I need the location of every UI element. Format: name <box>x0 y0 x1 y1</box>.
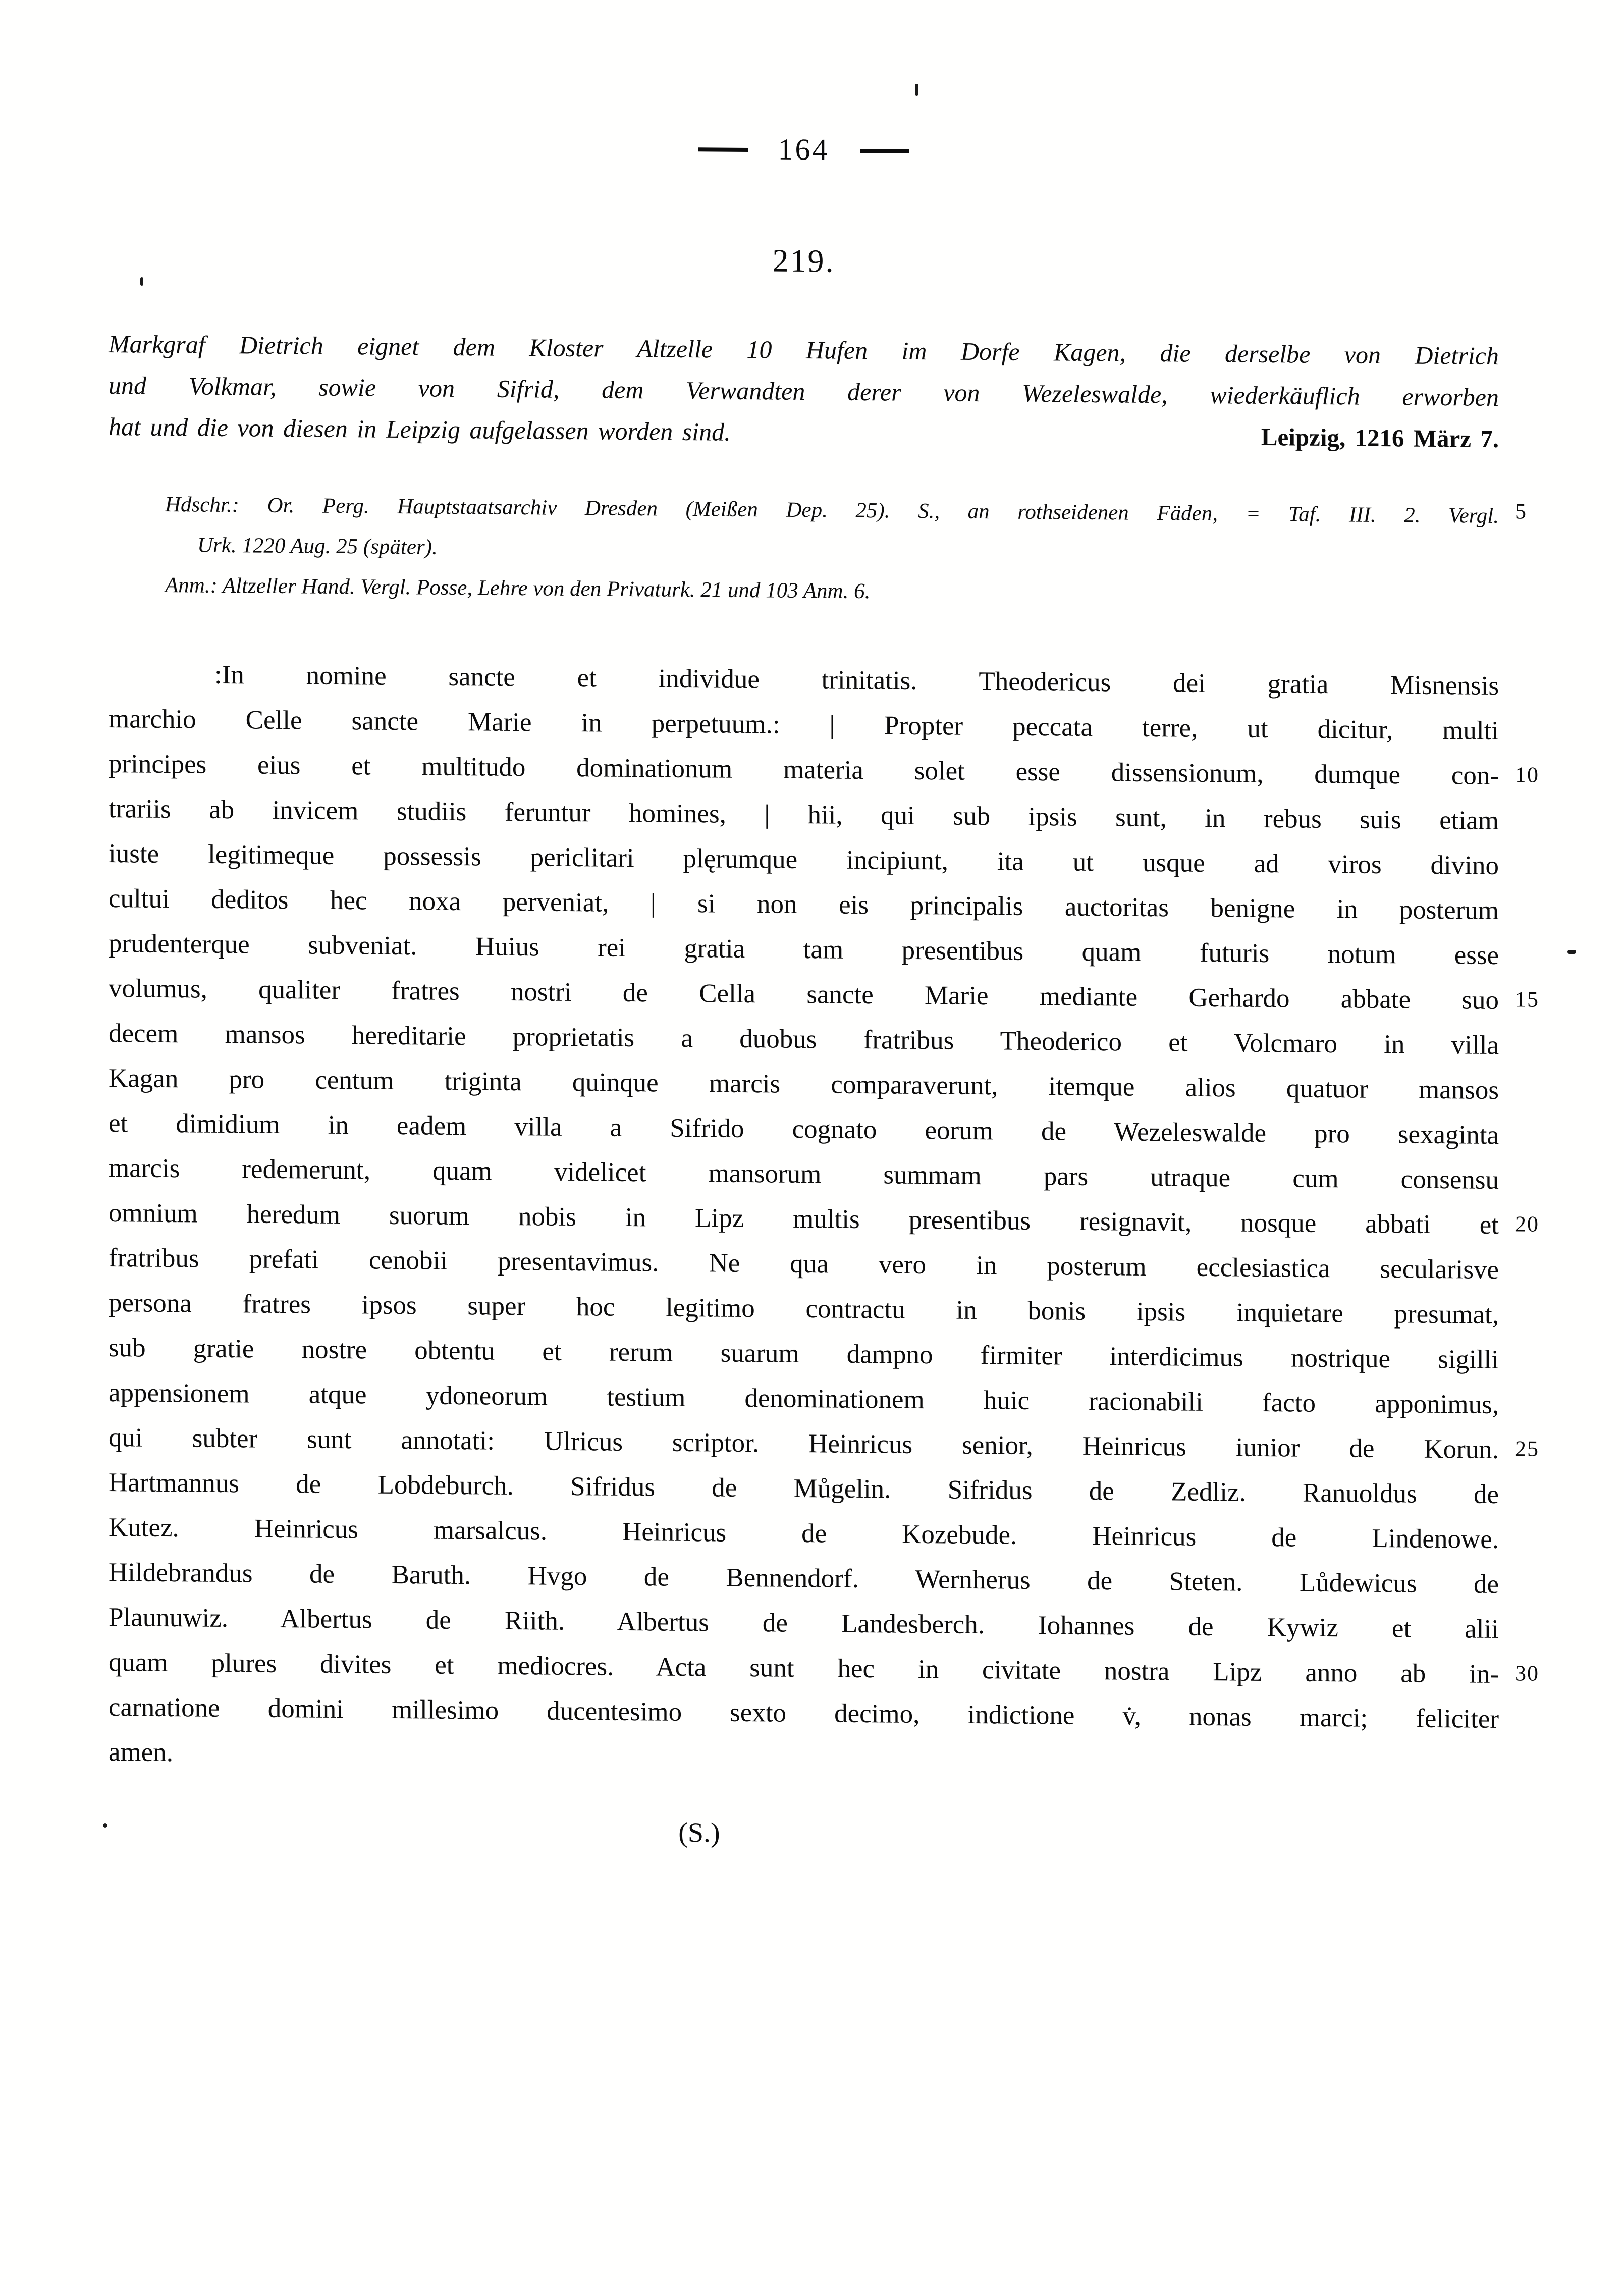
charter-text: persona fratres ipsos super hoc legitimo contractu in bonis ipsis inquietare presumat, <box>109 1288 1499 1330</box>
charter-text: carnatione domini millesimo ducentesimo sexto decimo, indictione v̇, nonas marci; feliciter <box>109 1692 1499 1734</box>
scan-speck <box>103 1823 107 1828</box>
header-rule-left <box>698 147 748 152</box>
charter-text: Plaunuwiz. Albertus de Riith. Albertus de Landesberch. Iohannes de Kywiz et alii <box>109 1603 1499 1644</box>
line-number-margin: 20 <box>1515 1211 1539 1237</box>
scan-speck <box>915 84 918 96</box>
scan-speck <box>1567 950 1576 954</box>
charter-body <box>109 652 1539 1787</box>
charter-text: Kagan pro centum triginta quinque marcis comparaverunt, itemque alios quatuor mansos <box>109 1064 1499 1105</box>
charter-text: Hildebrandus de Baruth. Hvgo de Bennendorf. Wernherus de Steten. Lůdewicus de <box>109 1558 1499 1600</box>
line-number-margin: 5 <box>1515 499 1527 524</box>
page-number: 164 <box>778 132 830 167</box>
charter-text: decem mansos hereditarie proprietatis a duobus fratribus Theoderico et Volcmaro in villa <box>109 1019 1499 1060</box>
line-number-margin: 30 <box>1515 1661 1539 1686</box>
charter-text: Kutez. Heinricus marsalcus. Heinricus de Kozebude. Heinricus de Lindenowe. <box>109 1513 1499 1555</box>
apparatus-text: Urk. 1220 Aug. 25 (später). <box>197 533 438 559</box>
scan-speck <box>140 277 143 286</box>
regest-line: Markgraf Dietrich eignet dem Kloster Altzelle 10 Hufen im Dorfe Kagen, die derselbe von Dietrich <box>109 330 1499 370</box>
charter-text: marchio Celle sancte Marie in perpetuum.: | Propter peccata terre, ut dicitur, multi <box>109 704 1499 746</box>
regest-line: hat und die von diesen in Leipzig aufgelassen worden sind. <box>109 412 731 446</box>
regest-line: und Volkmar, sowie von Sifrid, dem Verwandten derer von Wezeleswalde, wiederkäuflich erworben <box>109 371 1499 412</box>
charter-text: cultui deditos hec noxa perveniat, | si non eis principalis auctoritas benigne in posterum <box>109 884 1499 926</box>
charter-text: fratribus prefati cenobii presentavimus. Ne qua vero in posterum ecclesiastica secularisve <box>109 1243 1499 1285</box>
charter-date: Leipzig, 1216 März 7. <box>1261 422 1499 453</box>
page-header <box>109 125 1499 174</box>
charter-text: prudenterque subveniat. Huius rei gratia tam presentibus quam futuris notum esse <box>109 929 1499 971</box>
charter-text: Hartmannus de Lobdeburch. Sifridus de Můgelin. Sifridus de Zedliz. Ranuoldus de <box>109 1468 1499 1510</box>
apparatus-text: Hdschr.: Or. Perg. Hauptstaatsarchiv Dresden (Meißen Dep. 25). S., an rothseidenen Fäden, = Taf. III. 2. Vergl. <box>165 492 1499 528</box>
charter-text: amen. <box>109 1737 174 1768</box>
charter-text: trariis ab invicem studiis feruntur homines, | hii, qui sub ipsis sunt, in rebus suis etiam <box>109 794 1499 836</box>
page-content <box>109 0 1539 1857</box>
header-rule-right <box>860 149 909 153</box>
charter-text: sub gratie nostre obtentu et rerum suarum dampno firmiter interdicimus nostrique sigilli <box>109 1333 1499 1375</box>
regest <box>109 323 1499 460</box>
charter-text: iuste legitimeque possessis periclitari plęrumque incipiunt, ita ut usque ad viros divino <box>109 839 1499 881</box>
charter-text: volumus, qualiter fratres nostri de Cella sancte Marie mediante Gerhardo abbate suo <box>109 974 1499 1016</box>
apparatus-text: Anm.: Altzeller Hand. Vergl. Posse, Lehre von den Privaturk. 21 und 103 Anm. 6. <box>165 573 871 604</box>
charter-text: :In nomine sancte et individue trinitatis. Theodericus dei gratia Misnensis <box>214 660 1499 701</box>
line-number-margin: 15 <box>1515 987 1539 1012</box>
charter-text: omnium heredum suorum nobis in Lipz multis presentibus resignavit, nosque abbati et <box>109 1198 1499 1240</box>
charter-text: quam plures divites et mediocres. Acta sunt hec in civitate nostra Lipz anno ab in- <box>109 1648 1499 1689</box>
line-number-margin: 10 <box>1515 762 1539 787</box>
seal-mark: (S.) <box>678 1817 720 1849</box>
line-number-margin: 25 <box>1515 1436 1539 1461</box>
apparatus <box>109 484 1527 617</box>
charter-text: et dimidium in eadem villa a Sifrido cognato eorum de Wezeleswalde pro sexaginta <box>109 1108 1499 1150</box>
charter-number: 219. <box>772 242 835 279</box>
charter-text: appensionem atque ydoneorum testium denominationem huic racionabili facto apponimus, <box>109 1378 1499 1420</box>
charter-text: marcis redemerunt, quam videlicet mansorum summam pars utraque cum consensu <box>109 1153 1499 1195</box>
charter-text: principes eius et multitudo dominationum materia solet esse dissensionum, dumque con- <box>109 749 1499 791</box>
charter-text: qui subter sunt annotati: Ulricus scriptor. Heinricus senior, Heinricus iunior de Korun. <box>109 1423 1499 1465</box>
